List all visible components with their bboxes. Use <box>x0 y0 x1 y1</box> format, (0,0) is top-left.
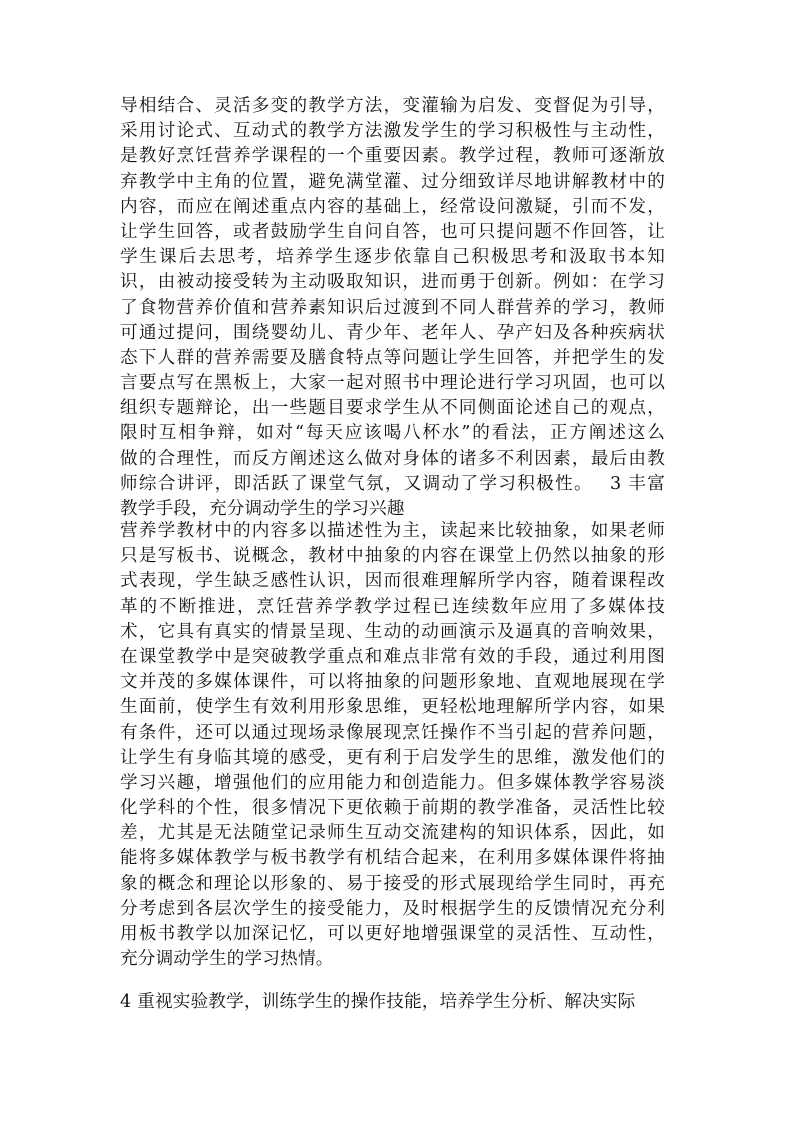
text-line: 分考虑到各层次学生的接受能力，及时根据学生的反馈情况充分利 <box>120 898 665 919</box>
paragraph-teaching-methods <box>120 94 665 522</box>
text-line: 学生课后去思考，培养学生逐步依靠自己积极思考和汲取书本知 <box>120 247 665 268</box>
text-line: 4 重视实验教学，训练学生的操作技能，培养学生分析、解决实际 <box>120 992 636 1012</box>
text-line: 营养学教材中的内容多以描述性为主，读起来比较抽象，如果老师 <box>120 521 665 541</box>
text-line: 做的合理性，而反方阐述这么做对身体的诸多不利因素，最后由教 <box>120 448 665 469</box>
text-line: 采用讨论式、互动式的教学方法激发学生的学习积极性与主动性， <box>120 121 665 142</box>
text-line: 有条件，还可以通过现场录像展现烹饪操作不当引起的营养问题， <box>120 722 665 743</box>
text-line: 象的概念和理论以形象的、易于接受的形式展现给学生同时，再充 <box>120 873 665 894</box>
text-line: 让学生回答，或者鼓励学生自问自答，也可只提问题不作回答，让 <box>120 221 665 242</box>
text-line: 用板书教学以加深记忆，可以更好地增强课堂的灵活性、互动性， <box>120 924 665 944</box>
text-line: 态下人群的营养需要及膳食特点等问题让学生回答，并把学生的发 <box>120 347 665 368</box>
text-line: 术，它具有真实的情景呈现、生动的动画演示及逼真的音响效果， <box>120 621 665 642</box>
text-line: 限时互相争辩，如对“每天应该喝八杯水”的看法，正方阐述这么 <box>120 423 665 444</box>
text-line: 组织专题辩论，出一些题目要求学生从不同侧面论述自己的观点， <box>120 398 665 419</box>
paragraph-multimedia <box>120 519 665 972</box>
text-line: 弃教学中主角的位置，避免满堂灌、过分细致详尽地讲解教材中的 <box>120 171 665 192</box>
text-line: 内容，而应在阐述重点内容的基础上，经常设问激疑，引而不发， <box>120 196 665 217</box>
text-line: 导相结合、灵活多变的教学方法，变灌输为启发、变督促为引导， <box>120 96 665 116</box>
text-line: 识，由被动接受转为主动吸取知识，进而勇于创新。例如：在学习 <box>120 272 665 293</box>
text-line: 可通过提问，围绕婴幼儿、青少年、老年人、孕产妇及各种疾病状 <box>120 322 665 343</box>
text-line: 化学科的个性，很多情况下更依赖于前期的教学准备，灵活性比较 <box>120 798 665 819</box>
paragraph-experiment <box>120 990 665 1015</box>
text-line: 差，尤其是无法随堂记录师生互动交流建构的知识体系，因此，如 <box>120 823 665 844</box>
text-line: 教学手段，充分调动学生的学习兴趣 <box>120 499 405 519</box>
text-line: 师综合讲评，即活跃了课堂气氛，又调动了学习积极性。 3 丰富 <box>120 473 665 494</box>
text-line: 充分调动学生的学习热情。 <box>120 949 334 970</box>
text-line: 了食物营养价值和营养素知识后过渡到不同人群营养的学习，教师 <box>120 297 665 318</box>
text-line: 生面前，使学生有效利用形象思维，更轻松地理解所学内容，如果 <box>120 697 665 718</box>
text-line: 在课堂教学中是突破教学重点和难点非常有效的手段，通过利用图 <box>120 646 665 667</box>
text-line: 文并茂的多媒体课件，可以将抽象的问题形象地、直观地展现在学 <box>120 672 665 693</box>
text-line: 言要点写在黑板上，大家一起对照书中理论进行学习巩固，也可以 <box>120 373 665 394</box>
text-line: 式表现，学生缺乏感性认识，因而很难理解所学内容，随着课程改 <box>120 571 665 592</box>
text-line: 让学生有身临其境的感受，更有利于启发学生的思维，激发他们的 <box>120 747 665 768</box>
text-line: 学习兴趣，增强他们的应用能力和创造能力。但多媒体教学容易淡 <box>120 772 665 793</box>
text-line: 只是写板书、说概念，教材中抽象的内容在课堂上仍然以抽象的形 <box>120 546 665 567</box>
text-line: 是教好烹饪营养学课程的一个重要因素。教学过程，教师可逐渐放 <box>120 146 665 167</box>
text-line: 能将多媒体教学与板书教学有机结合起来，在利用多媒体课件将抽 <box>120 848 665 869</box>
text-line: 革的不断推进，烹饪营养学教学过程已连续数年应用了多媒体技 <box>120 596 665 617</box>
